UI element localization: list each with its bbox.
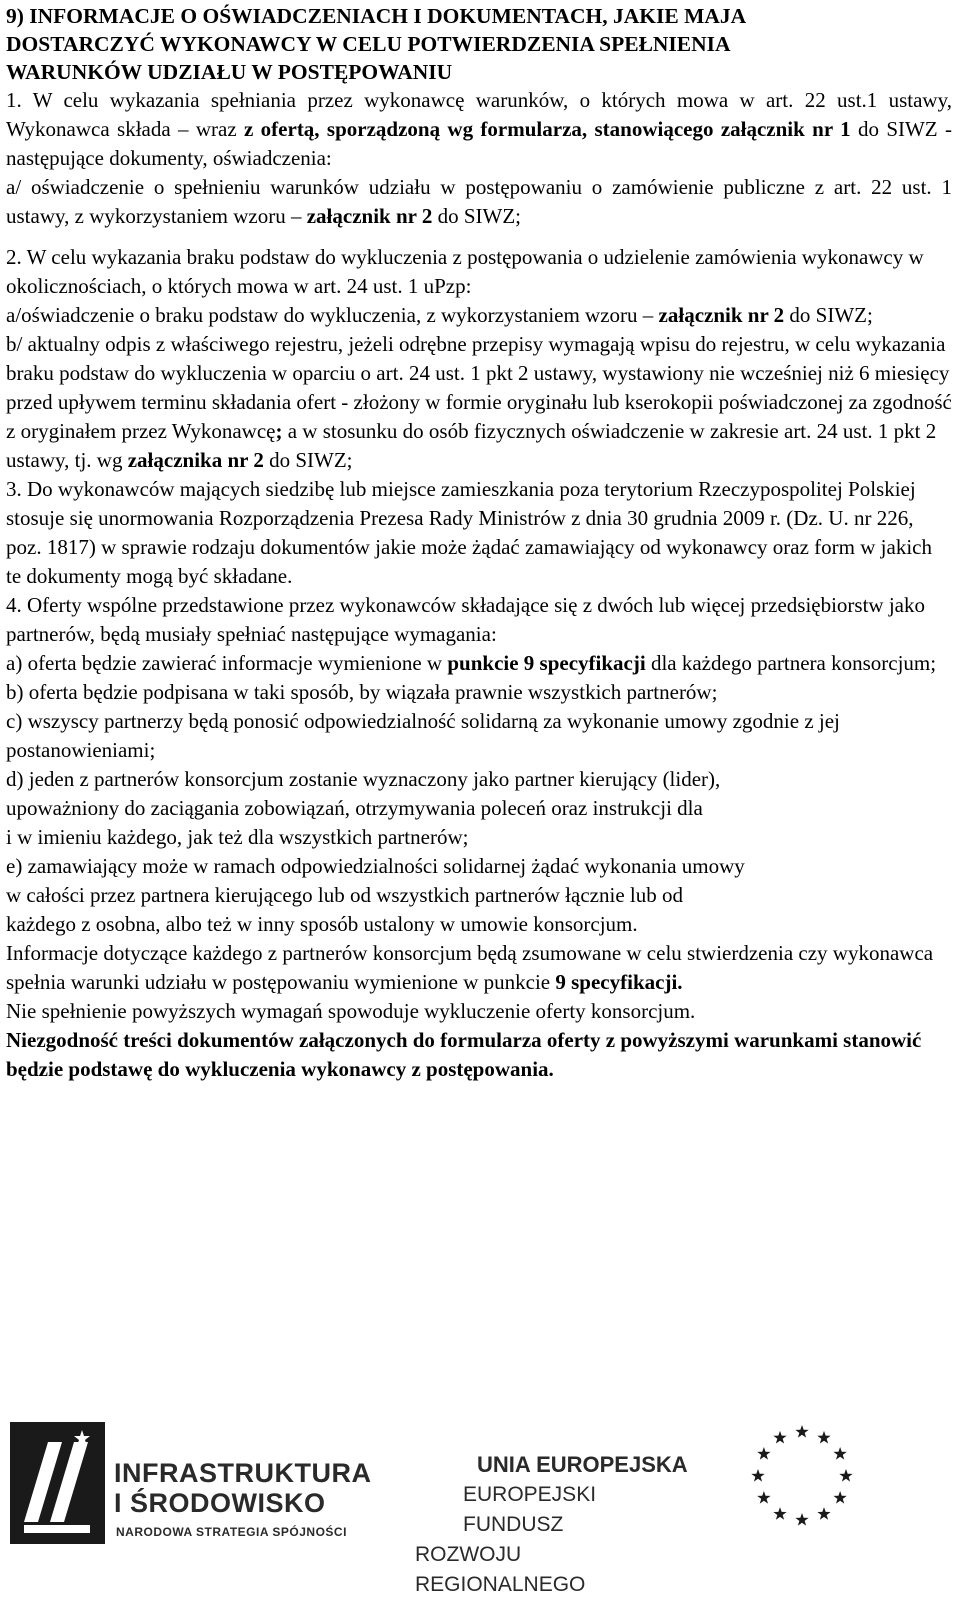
paragraph-4a-bold: punkcie 9 specyfikacji	[447, 651, 646, 675]
eu-star-icon	[757, 1447, 770, 1460]
paragraph-4: 4. Oferty wspólne przedstawione przez wykonawców składające się z dwóch lub więcej przedsiębiorstw jako partnerów, będą musiały spełniać następujące wymagania:	[6, 593, 926, 646]
paragraph-5-text: Informacje dotyczące każdego z partnerów konsorcjum będą zsumowane w celu stwierdzenia czy wykonawca spełnia warunki udziału w postępowaniu wymienione w punkcie	[6, 941, 934, 994]
paragraph-1-bold: z ofertą, sporządzoną wg formularza, stanowiącego załącznik nr 1	[244, 117, 851, 141]
paragraph-4a-text-end: dla każdego partnera konsorcjum;	[645, 651, 937, 675]
paragraph-2a-text: a/oświadczenie o braku podstaw do wykluczenia, z wykorzystaniem wzoru –	[6, 303, 659, 327]
paragraph-1a-text-end: do SIWZ;	[432, 204, 522, 228]
eu-line-1: UNIA EUROPEJSKA	[477, 1452, 688, 1477]
document-body	[6, 2, 952, 1084]
eu-star-icon	[833, 1447, 846, 1460]
section-heading	[6, 2, 952, 86]
paragraph-2b-bold-semicolon: ;	[275, 419, 283, 443]
paragraph-2: 2. W celu wykazania braku podstaw do wykluczenia z postępowania o udzielenie zamówienia wykonawcy w okolicznościach, o których mowa w art. 24 ust. 1 uPzp:	[6, 245, 924, 298]
paragraph-2a-text-end: do SIWZ;	[784, 303, 873, 327]
infrastruktura-logo	[10, 1422, 370, 1542]
paragraph-4c: c) wszyscy partnerzy będą ponosić odpowiedzialność solidarną za wykonanie umowy zgodnie z jej postanowieniami;	[6, 709, 840, 762]
infrastruktura-subtitle: NARODOWA STRATEGIA SPÓJNOŚCI	[116, 1525, 347, 1539]
paragraph-4e-line-1: e) zamawiający może w ramach odpowiedzialności solidarnej żądać wykonania umowy	[6, 854, 745, 878]
heading-line-1: 9) INFORMACJE O OŚWIADCZENIACH I DOKUMENTACH, JAKIE MAJA	[6, 4, 747, 28]
eu-line-3: ROZWOJU REGIONALNEGO	[415, 1543, 586, 1596]
eu-star-icon	[833, 1491, 846, 1504]
paragraph-5-bold: 9 specyfikacji.	[555, 970, 683, 994]
paragraph-4a	[6, 649, 952, 678]
footer-logos	[0, 1400, 960, 1596]
eu-star-icon	[757, 1491, 770, 1504]
paragraph-4b: b) oferta będzie podpisana w taki sposób, by wiązała prawnie wszystkich partnerów;	[6, 680, 718, 704]
eu-star-icon	[817, 1431, 830, 1444]
infrastruktura-mark-icon	[10, 1422, 105, 1544]
paragraph-6: Nie spełnienie powyższych wymagań spowoduje wykluczenie oferty konsorcjum.	[6, 999, 696, 1023]
infrastruktura-title	[114, 1458, 371, 1518]
eu-logo-text	[415, 1450, 690, 1600]
paragraph-5	[6, 939, 952, 997]
paragraph-4e-line-3: każdego z osobna, albo też w inny sposób ustalony w umowie konsorcjum.	[6, 912, 638, 936]
eu-star-icon	[795, 1425, 808, 1438]
eu-star-icon	[795, 1513, 808, 1526]
paragraph-2b-text: b/ aktualny odpis z właściwego rejestru, jeżeli odrębne przepisy wymagają wpisu do rejestru, w celu wykazania braku podstaw do wykluczenia w oparciu o art. 24 ust. 1 pkt 2 ustawy, wystawiony nie wcześniej niż 6 miesięcy przed upływem terminu składania ofert - złożony w formie oryginału lub kserokopii poświadczonej za zgodność z oryginałem przez Wykonawcę	[6, 332, 952, 443]
paragraph-2a-bold: załącznik nr 2	[658, 303, 785, 327]
paragraph-1a	[6, 173, 952, 231]
heading-line-2: DOSTARCZYĆ WYKONAWCY W CELU POTWIERDZENIA SPEŁNIENIA	[6, 32, 731, 56]
infrastruktura-line-1: INFRASTRUKTURA	[114, 1458, 372, 1488]
paragraph-4e-line-2: w całości przez partnera kierującego lub od wszystkich partnerów łącznie lub od	[6, 883, 683, 907]
paragraph-7-bold: Niezgodność treści dokumentów załączonych do formularza oferty z powyższymi warunkami stanowić będzie podstawę do wykluczenia wykonawcy z postępowania.	[6, 1028, 922, 1081]
eu-star-icon	[817, 1507, 830, 1520]
paragraph-4d-line-2: upoważniony do zaciągania zobowiązań, otrzymywania poleceń oraz instrukcji dla	[6, 796, 703, 820]
paragraph-gap	[6, 231, 952, 243]
eu-star-icon	[773, 1431, 786, 1444]
paragraph-4e	[6, 852, 952, 939]
eu-star-icon	[839, 1469, 852, 1482]
paragraph-4d-line-3: i w imieniu każdego, jak też dla wszystkich partnerów;	[6, 825, 469, 849]
paragraph-1-text: 1. W celu wykazania spełniania przez wykonawcę warunków, o których mowa w art. 22 ust.1 ustawy, Wykonawca składa – wraz	[6, 88, 952, 141]
paragraph-3: 3. Do wykonawców mających siedzibę lub miejsce zamieszkania poza terytorium Rzeczypospolitej Polskiej stosuje się unormowania Rozporządzenia Prezesa Rady Ministrów z dnia 30 grudnia 2009 r. (Dz. U. nr 226, poz. 1817) w sprawie rodzaju dokumentów jakie może żądać zamawiający od wykonawcy oraz form w jakich te dokumenty mogą być składane.	[6, 477, 932, 588]
paragraph-4a-text: a) oferta będzie zawierać informacje wymienione w	[6, 651, 448, 675]
paragraph-2b-text-end: do SIWZ;	[263, 448, 353, 472]
heading-line-3: WARUNKÓW UDZIAŁU W POSTĘPOWANIU	[6, 60, 453, 84]
eu-star-icon	[773, 1507, 786, 1520]
paragraph-2b	[6, 330, 952, 475]
paragraph-1-text-end: do SIWZ - następujące dokumenty, oświadczenia:	[6, 117, 952, 170]
infrastruktura-line-2: I ŚRODOWISKO	[114, 1488, 326, 1518]
eu-star-icon	[751, 1469, 764, 1482]
paragraph-4d	[6, 765, 952, 852]
paragraph-7	[6, 1026, 952, 1084]
paragraph-2a	[6, 301, 952, 330]
eu-stars-icon	[746, 1420, 858, 1532]
eu-line-2: EUROPEJSKI FUNDUSZ	[463, 1483, 597, 1536]
paragraph-2b-text-mid: a w stosunku do osób fizycznych oświadczenie w zakresie art. 24 ust. 1 pkt 2 ustawy, tj. wg	[6, 419, 937, 472]
paragraph-1	[6, 86, 952, 173]
paragraph-2b-bold: załącznika nr 2	[127, 448, 264, 472]
paragraph-1a-bold: załącznik nr 2	[306, 204, 433, 228]
paragraph-4d-line-1: d) jeden z partnerów konsorcjum zostanie wyznaczony jako partner kierujący (lider),	[6, 767, 721, 791]
paragraph-1a-text: a/ oświadczenie o spełnieniu warunków udziału w postępowaniu o zamówienie publiczne z art. 22 ust. 1 ustawy, z wykorzystaniem wzoru –	[6, 175, 952, 228]
